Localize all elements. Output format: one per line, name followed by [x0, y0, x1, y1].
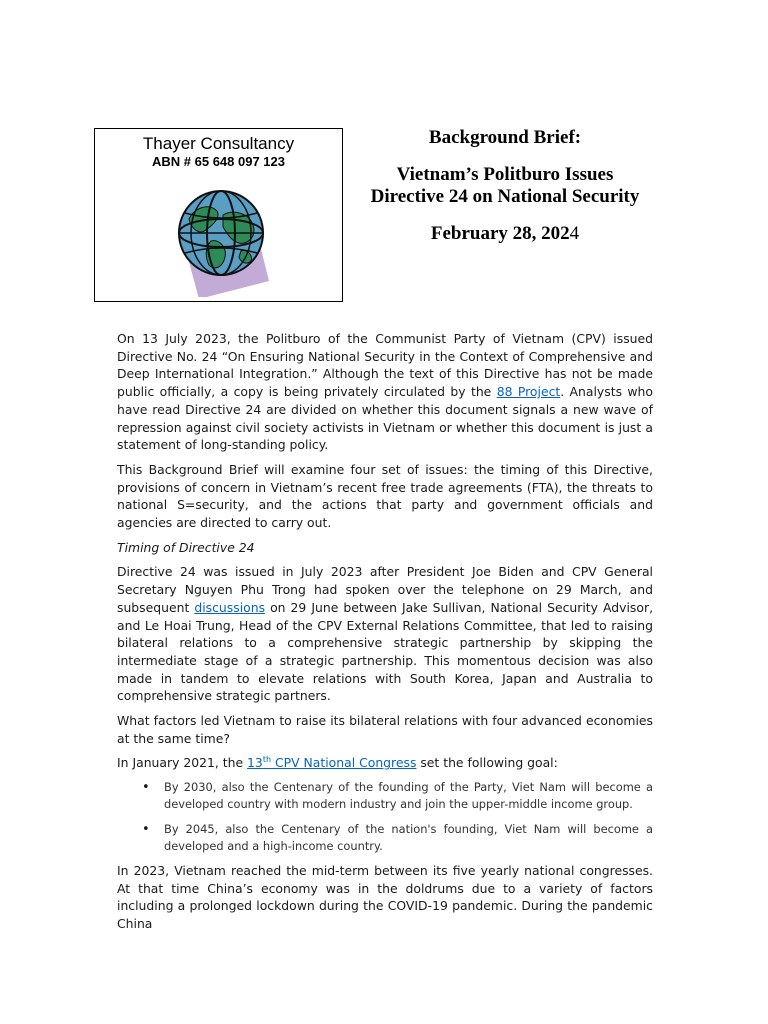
company-name: Thayer Consultancy	[142, 134, 295, 153]
link-88-project[interactable]: 88 Project	[496, 384, 561, 400]
document-title	[352, 126, 658, 246]
document-body	[117, 330, 653, 940]
company-logo-box	[94, 128, 343, 302]
list-item: • By 2045, also the Centenary of the nation's founding, Viet Nam will become a developed and a high-income country.	[164, 821, 653, 855]
title-line-1: Vietnam’s Politburo Issues	[396, 164, 614, 185]
link-13th-cpv-national-congress[interactable]	[247, 755, 416, 770]
paragraph-4: What factors led Vietnam to raise its bilateral relations with four advanced economies at the same time?	[117, 713, 653, 746]
paragraph-2: This Background Brief will examine four set of issues: the timing of this Directive, provisions of concern in Vietnam’s recent free trade agreements (FTA), the threats to national S=security, and the actions that party and government officials and agencies are directed to carry out.	[117, 461, 653, 531]
paragraph-1-text-b: . Analysts who have read Directive 24 are divided on whether this document signals a new wave of repression against civil society activists in Vietnam or whether this document is just a statement of long-standing policy.	[117, 384, 653, 453]
link-congress-suffix: th	[262, 755, 272, 765]
list-item: • By 2030, also the Centenary of the founding of the Party, Viet Nam will become a developed country with modern industry and join the upper-middle income group.	[164, 779, 653, 813]
paragraph-3-text-a: Directive 24 was issued in July 2023 after President Joe Biden and CPV General Secretary Nguyen Phu Trong had spoken over the telephone on 29 March, and subsequent	[117, 564, 653, 615]
link-congress-number: 13	[247, 755, 263, 771]
title-line-2: Directive 24 on National Security	[370, 186, 640, 207]
company-abn: ABN # 65 648 097 123	[152, 154, 285, 169]
paragraph-5	[117, 754, 653, 772]
title-date-last: 4	[569, 223, 580, 244]
paragraph-3	[117, 563, 653, 705]
title-kicker: Background Brief:	[428, 127, 582, 148]
paragraph-3-text-b: on 29 June between Jake Sullivan, National Security Advisor, and Le Hoai Trung, Head of the CPV External Relations Committee, that led to raising bilateral relations to a comprehensive strategic partnership by skipping the intermediate stage of a strategic partnership. This momentous decision was also made in tandem to elevate relations with South Korea, Japan and Australia to comprehensive strategic partners.	[117, 599, 654, 704]
link-congress-text: CPV National Congress	[271, 755, 417, 771]
goals-list	[117, 779, 653, 855]
globe-icon	[171, 185, 281, 297]
paragraph-1	[117, 330, 653, 454]
title-date-main: February 28, 202	[430, 223, 570, 244]
title-main	[352, 164, 658, 208]
paragraph-5-text-b: set the following goal:	[416, 755, 558, 771]
paragraph-6: In 2023, Vietnam reached the mid-term between its five yearly national congresses. At that time China’s economy was in the doldrums due to a variety of factors including a prolonged lockdown during the COVID-19 pandemic. During the pandemic China	[117, 862, 653, 932]
link-discussions[interactable]: discussions	[194, 599, 266, 615]
section-heading-timing: Timing of Directive 24	[117, 539, 255, 555]
paragraph-1-text-a: On 13 July 2023, the Politburo of the Communist Party of Vietnam (CPV) issued Directive No. 24 “On Ensuring National Security in the Context of Comprehensive and Deep International Integration.” Although the text of this Directive has not be made public officially, a copy is being privately circulated by the	[117, 331, 653, 400]
paragraph-5-text-a: In January 2021, the	[117, 755, 248, 771]
title-date	[352, 222, 658, 246]
